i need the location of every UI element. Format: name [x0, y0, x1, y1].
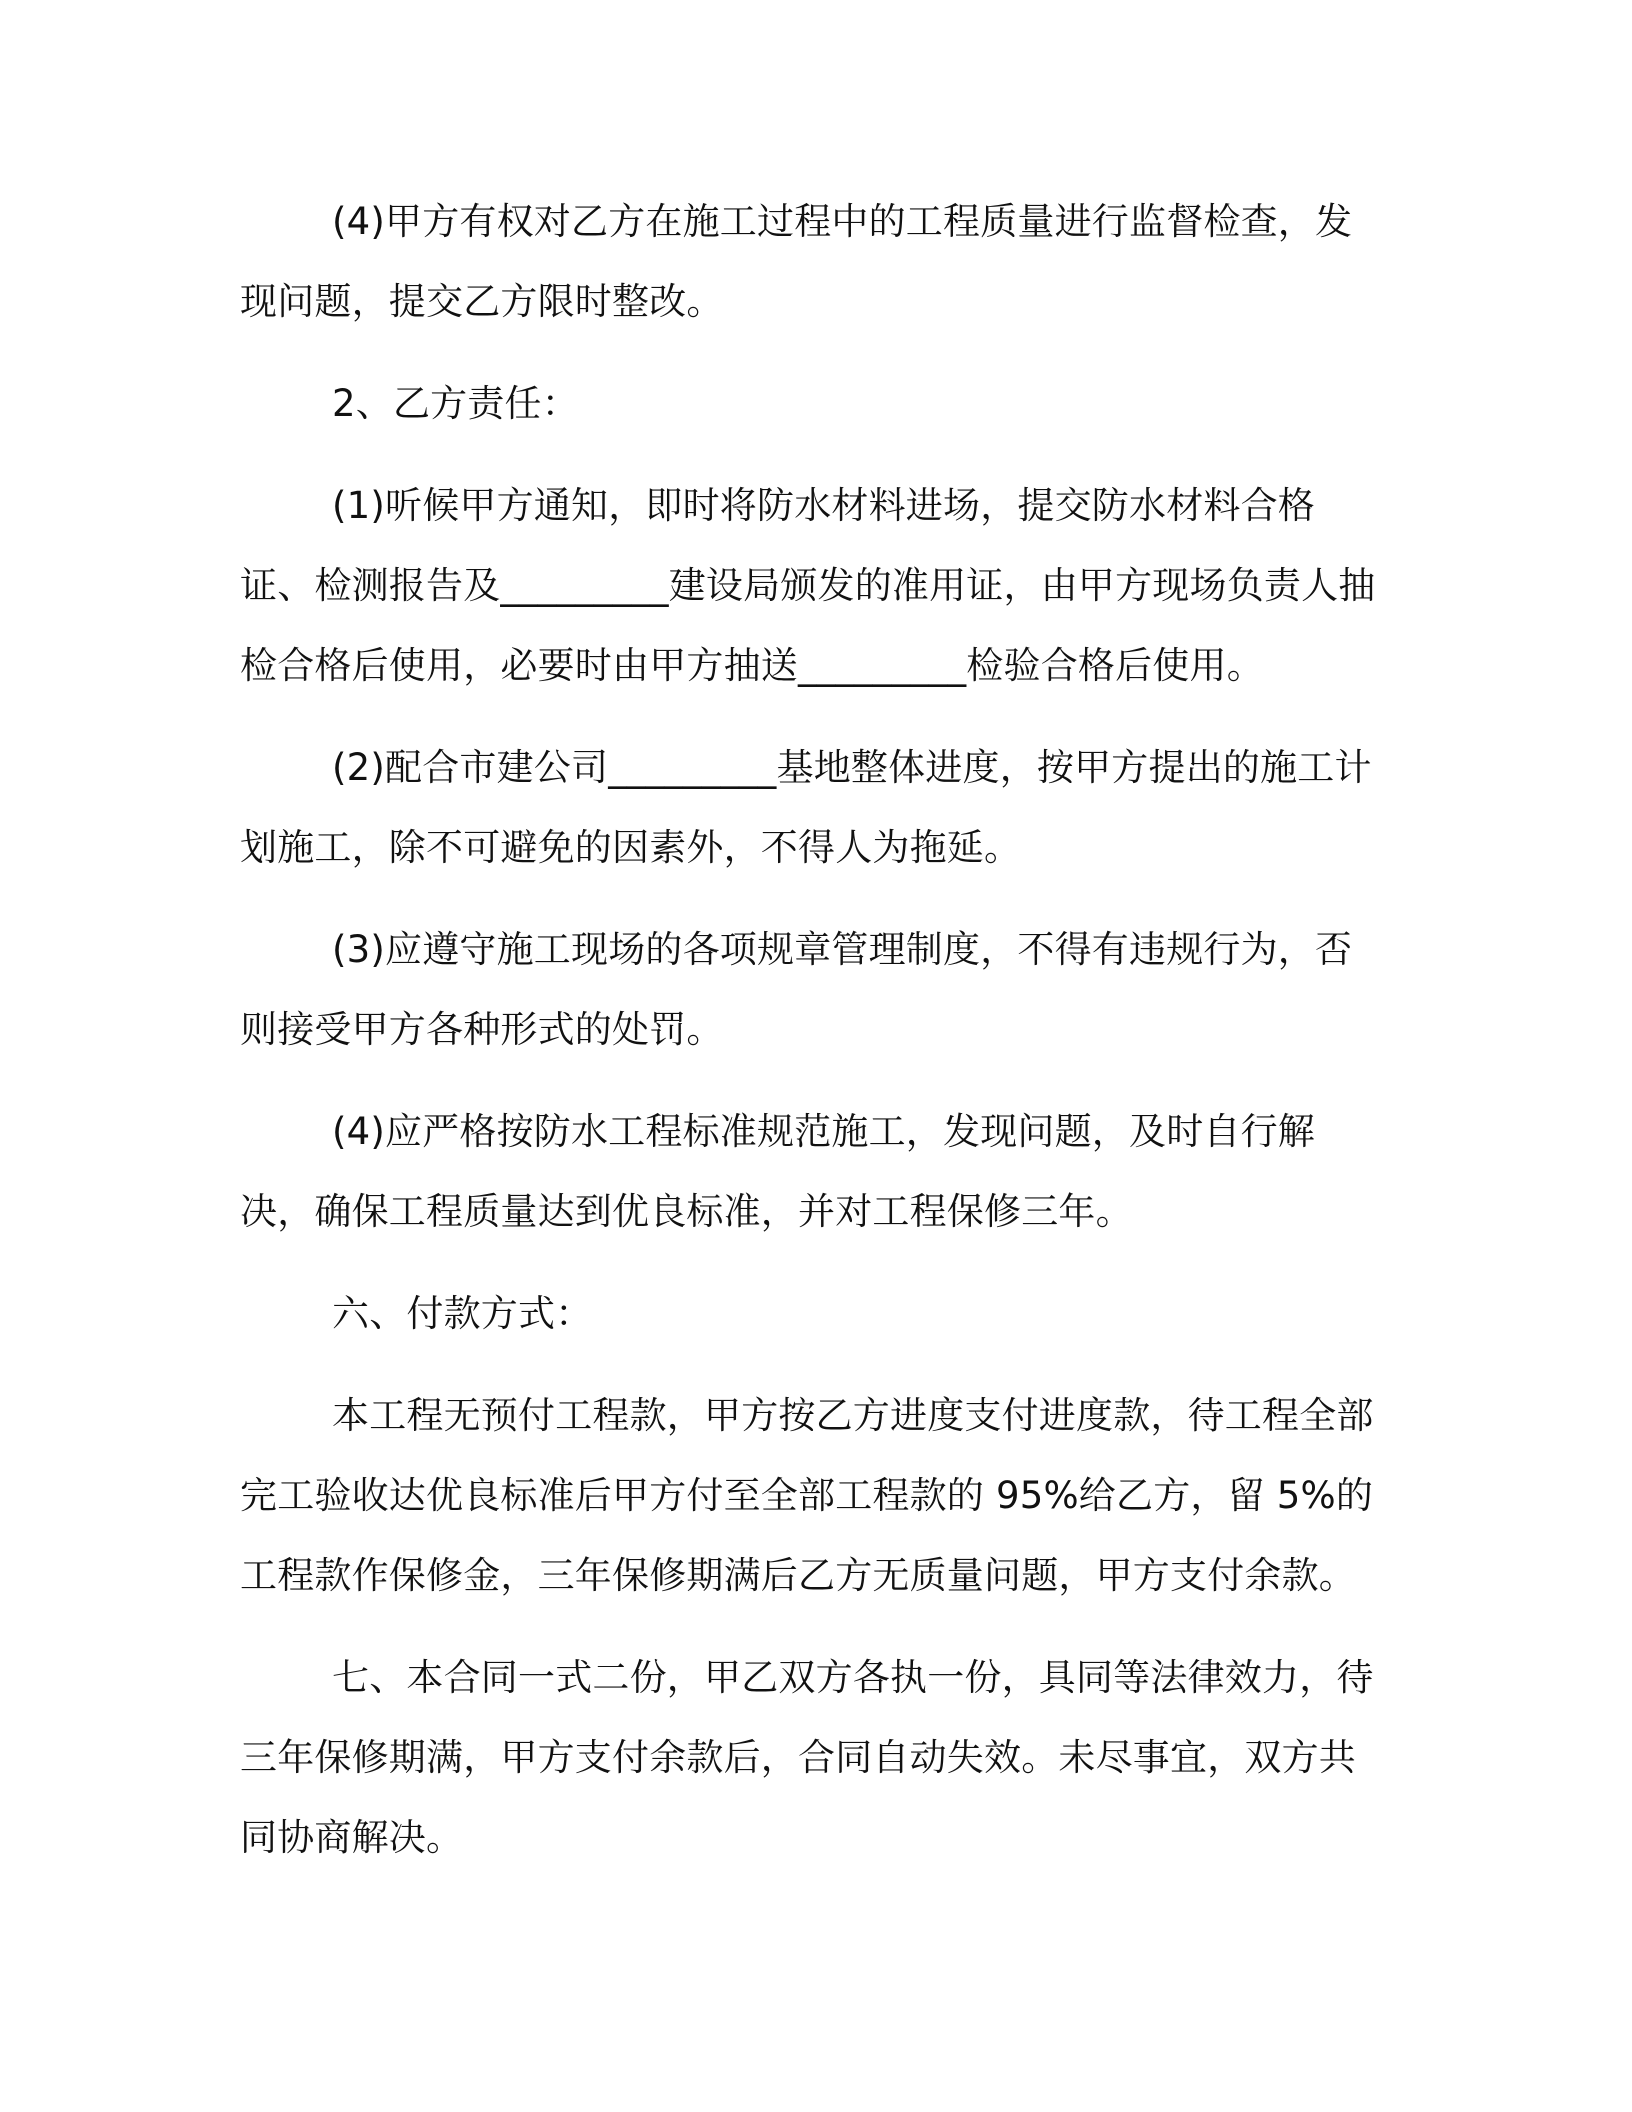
paragraph-party-a-4: (4)甲方有权对乙方在施工过程中的工程质量进行监督检查，发现问题，提交乙方限时整改。: [240, 200, 1353, 323]
paragraph-party-b-3: (3)应遵守施工现场的各项规章管理制度，不得有违规行为，否则接受甲方各种形式的处罚。: [240, 928, 1353, 1051]
paragraph-payment-heading: 六、付款方式：: [332, 1292, 593, 1335]
paragraph-contract-copies: 七、本合同一式二份，甲乙双方各执一份，具同等法律效力，待三年保修期满，甲方支付余款后，合同自动失效。未尽事宜，双方共同协商解决。: [240, 1656, 1374, 1859]
paragraph-payment-terms: 本工程无预付工程款，甲方按乙方进度支付进度款，待工程全部完工验收达优良标准后甲方付至全部工程款的 95%给乙方，留 5%的工程款作保修金，三年保修期满后乙方无质量问题，甲方支付余款。: [240, 1394, 1374, 1597]
paragraph-party-b-4: (4)应严格按防水工程标准规范施工，发现问题，及时自行解决，确保工程质量达到优良标准，并对工程保修三年。: [240, 1110, 1316, 1233]
paragraph-party-b-2: (2)配合市建公司_________基地整体进度，按甲方提出的施工计划施工，除不可避免的因素外，不得人为拖延。: [240, 746, 1372, 869]
paragraph-party-b-1: (1)听候甲方通知，即时将防水材料进场，提交防水材料合格证、检测报告及_________建设局颁发的准用证，由甲方现场负责人抽检合格后使用，必要时由甲方抽送_________检验合格后使用。: [240, 484, 1376, 687]
document-body: [240, 182, 1385, 1900]
paragraph-party-b-heading: 2、乙方责任：: [332, 382, 579, 425]
